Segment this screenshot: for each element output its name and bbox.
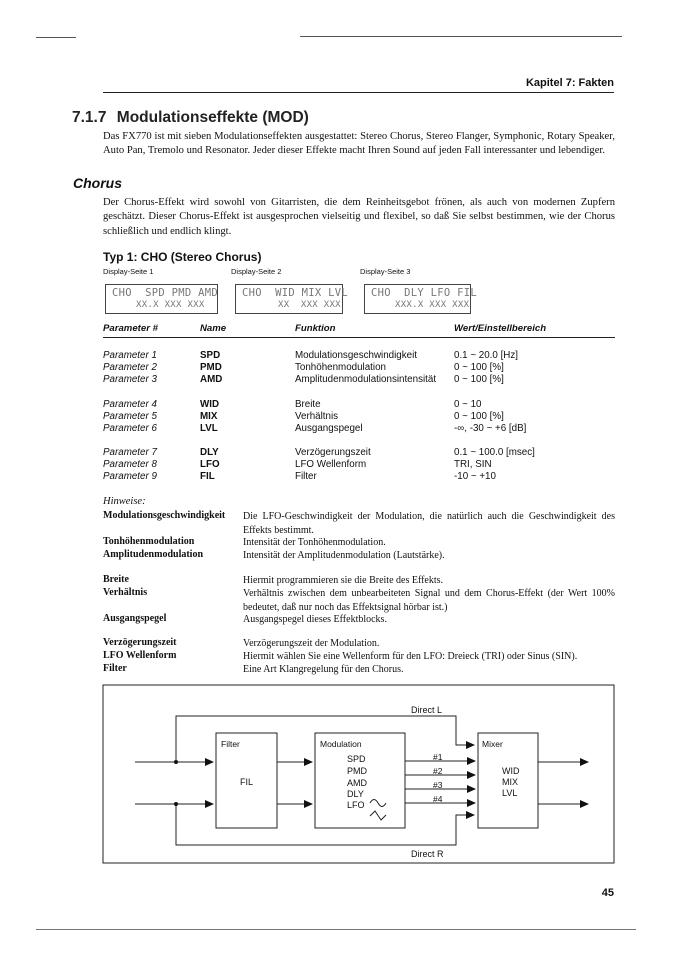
table-cell-range: 0 ~ 100 [%] [454, 374, 504, 385]
lcd-3-line2: XXX.X XXX XXX [395, 300, 470, 310]
table-cell-func: Breite [295, 399, 321, 410]
display-label-1: Display-Seite 1 [103, 267, 154, 276]
table-cell-name: PMD [200, 362, 222, 373]
table-cell-param: Parameter 8 [103, 459, 157, 470]
lcd-3-line1: CHO DLY LFO FIL [371, 287, 477, 299]
table-cell-func: Amplitudenmodulationsintensität [295, 374, 437, 385]
hint-desc: Verhältnis zwischen dem unbearbeiteten Signal und dem Chorus-Effekt (der Wert 100% bedeutet, daß nur noch das Effektsignal hörbar ist.) [243, 588, 615, 613]
table-cell-param: Parameter 1 [103, 350, 157, 361]
channel-label: #2 [433, 766, 443, 776]
hint-desc: Ausgangspegel dieses Effektblocks. [243, 614, 387, 625]
section-intro: Das FX770 ist mit sieben Modulationseffekten ausgestattet: Stereo Chorus, Stereo Flanger, Symphonic, Rotary Speaker, Auto Pan, Tremolo und Resonator. Jeder dieser Effekte macht Ihren Sound auf jeden Fall interessanter und lebendiger. [103, 131, 615, 157]
triangle-wave-icon [370, 811, 386, 820]
direct-r-line [176, 804, 474, 845]
table-cell-param: Parameter 3 [103, 374, 157, 385]
mixer-title: Mixer [482, 739, 503, 749]
table-cell-range: 0.1 ~ 100.0 [msec] [454, 447, 535, 458]
table-header-range: Wert/Einstellbereich [454, 323, 547, 334]
table-cell-func: Verzögerungszeit [295, 447, 371, 458]
hint-desc: Hiermit programmieren sie die Breite des Effekts. [243, 575, 444, 586]
chorus-text: Der Chorus-Effekt wird sowohl von Gitarristen, die dem Reinheitsgebot frönen, als auch von modernen Zupfern geschätzt. Dieser Chorus-Effekt ist ausgesprochen vielseitig und flexibel, so daß Sie selbst bestimmen, wie der Chorus schließlich und endlich klingt. [103, 197, 615, 237]
table-cell-range: 0 ~ 10 [454, 399, 482, 410]
table-cell-range: -10 ~ +10 [454, 471, 496, 482]
hint-desc: Intensität der Tonhöhenmodulation. [243, 537, 386, 548]
table-cell-range: 0 ~ 100 [%] [454, 411, 504, 422]
lcd-1-line2: XX.X XXX XXX [136, 300, 205, 310]
table-header-name: Name [200, 323, 227, 334]
lcd-2-line2: XX XXX XXX [278, 300, 341, 310]
hint-term: Tonhöhenmodulation [103, 536, 195, 547]
table-cell-func: Tonhöhenmodulation [295, 362, 386, 373]
channel-label: #4 [433, 794, 443, 804]
modulation-title: Modulation [320, 739, 362, 749]
channel-label: #3 [433, 780, 443, 790]
hint-desc: Hiermit wählen Sie eine Wellenform für den LFO: Dreieck (TRI) oder Sinus (SIN). [243, 651, 578, 662]
table-cell-param: Parameter 2 [103, 362, 157, 373]
display-label-3: Display-Seite 3 [360, 267, 411, 276]
hint-term: Modulationsgeschwindigkeit [103, 510, 226, 521]
mixer-param: MIX [502, 777, 519, 787]
table-cell-func: Ausgangspegel [295, 423, 363, 434]
chorus-heading: Chorus [73, 175, 122, 191]
hint-desc: Die LFO-Geschwindigkeit der Modulation, die natürlich auch die Geschwindigkeit des Effekts bestimmt. [243, 511, 615, 536]
table-cell-func: LFO Wellenform [295, 459, 367, 470]
section-title-text: Modulationseffekte (MOD) [116, 109, 309, 126]
page-number: 45 [601, 887, 614, 899]
mixer-param: WID [502, 766, 520, 776]
typ-title: Typ 1: CHO (Stereo Chorus) [103, 250, 262, 264]
table-cell-param: Parameter 7 [103, 447, 157, 458]
lcd-2-line1: CHO WID MIX LVL [242, 287, 348, 299]
filter-param: FIL [240, 777, 254, 787]
table-cell-name: LFO [200, 459, 220, 470]
display-label-2: Display-Seite 2 [231, 267, 282, 276]
table-cell-range: 0.1 ~ 20.0 [Hz] [454, 350, 518, 361]
table-cell-name: WID [200, 399, 220, 410]
mixer-param: LVL [502, 788, 518, 798]
table-cell-range: TRI, SIN [454, 459, 492, 470]
table-cell-param: Parameter 4 [103, 399, 157, 410]
hint-term: Amplitudenmodulation [103, 549, 204, 560]
direct-r-label: Direct R [411, 849, 444, 859]
input-l-junction [174, 760, 178, 764]
lcd-1-line1: CHO SPD PMD AMD [112, 287, 218, 299]
modulation-param: SPD [347, 754, 366, 764]
modulation-param: PMD [347, 766, 367, 776]
table-cell-range: 0 ~ 100 [%] [454, 362, 504, 373]
table-cell-name: MIX [200, 411, 218, 422]
hint-desc: Intensität der Amplitudenmodulation (Lautstärke). [243, 550, 445, 561]
modulation-param: DLY [347, 789, 364, 799]
channel-label: #1 [433, 752, 443, 762]
modulation-param: LFO [347, 800, 365, 810]
table-cell-param: Parameter 9 [103, 471, 157, 482]
hint-term: Ausgangspegel [103, 613, 167, 624]
hint-desc: Verzögerungszeit der Modulation. [243, 638, 380, 649]
table-header-func: Funktion [295, 323, 336, 334]
table-cell-name: SPD [200, 350, 221, 361]
bottom-rule [36, 929, 636, 930]
table-cell-name: LVL [200, 423, 218, 434]
table-cell-func: Verhältnis [295, 411, 339, 422]
hints-title: Hinweise: [103, 496, 146, 507]
direct-l-label: Direct L [411, 705, 443, 715]
hint-term: Verzögerungszeit [103, 637, 177, 648]
hint-term: Breite [103, 574, 129, 585]
modulation-param: AMD [347, 778, 367, 788]
section-number: 7.1.7 [72, 109, 107, 126]
table-cell-param: Parameter 5 [103, 411, 157, 422]
table-cell-param: Parameter 6 [103, 423, 157, 434]
hint-term: LFO Wellenform [103, 650, 177, 661]
table-cell-func: Modulationsgeschwindigkeit [295, 350, 417, 361]
table-cell-range: -∞, -30 ~ +6 [dB] [454, 423, 527, 434]
hint-term: Filter [103, 663, 127, 674]
filter-title: Filter [221, 739, 240, 749]
table-cell-name: FIL [200, 471, 215, 482]
table-cell-name: DLY [200, 447, 219, 458]
table-cell-func: Filter [295, 471, 317, 482]
hint-term: Verhältnis [103, 587, 148, 598]
table-header-param: Parameter # [103, 323, 158, 334]
hint-desc: Eine Art Klangregelung für den Chorus. [243, 664, 404, 675]
input-r-junction [174, 802, 178, 806]
table-cell-name: AMD [200, 374, 223, 385]
sine-wave-icon [370, 800, 386, 807]
chapter-header: Kapitel 7: Fakten [525, 77, 614, 89]
